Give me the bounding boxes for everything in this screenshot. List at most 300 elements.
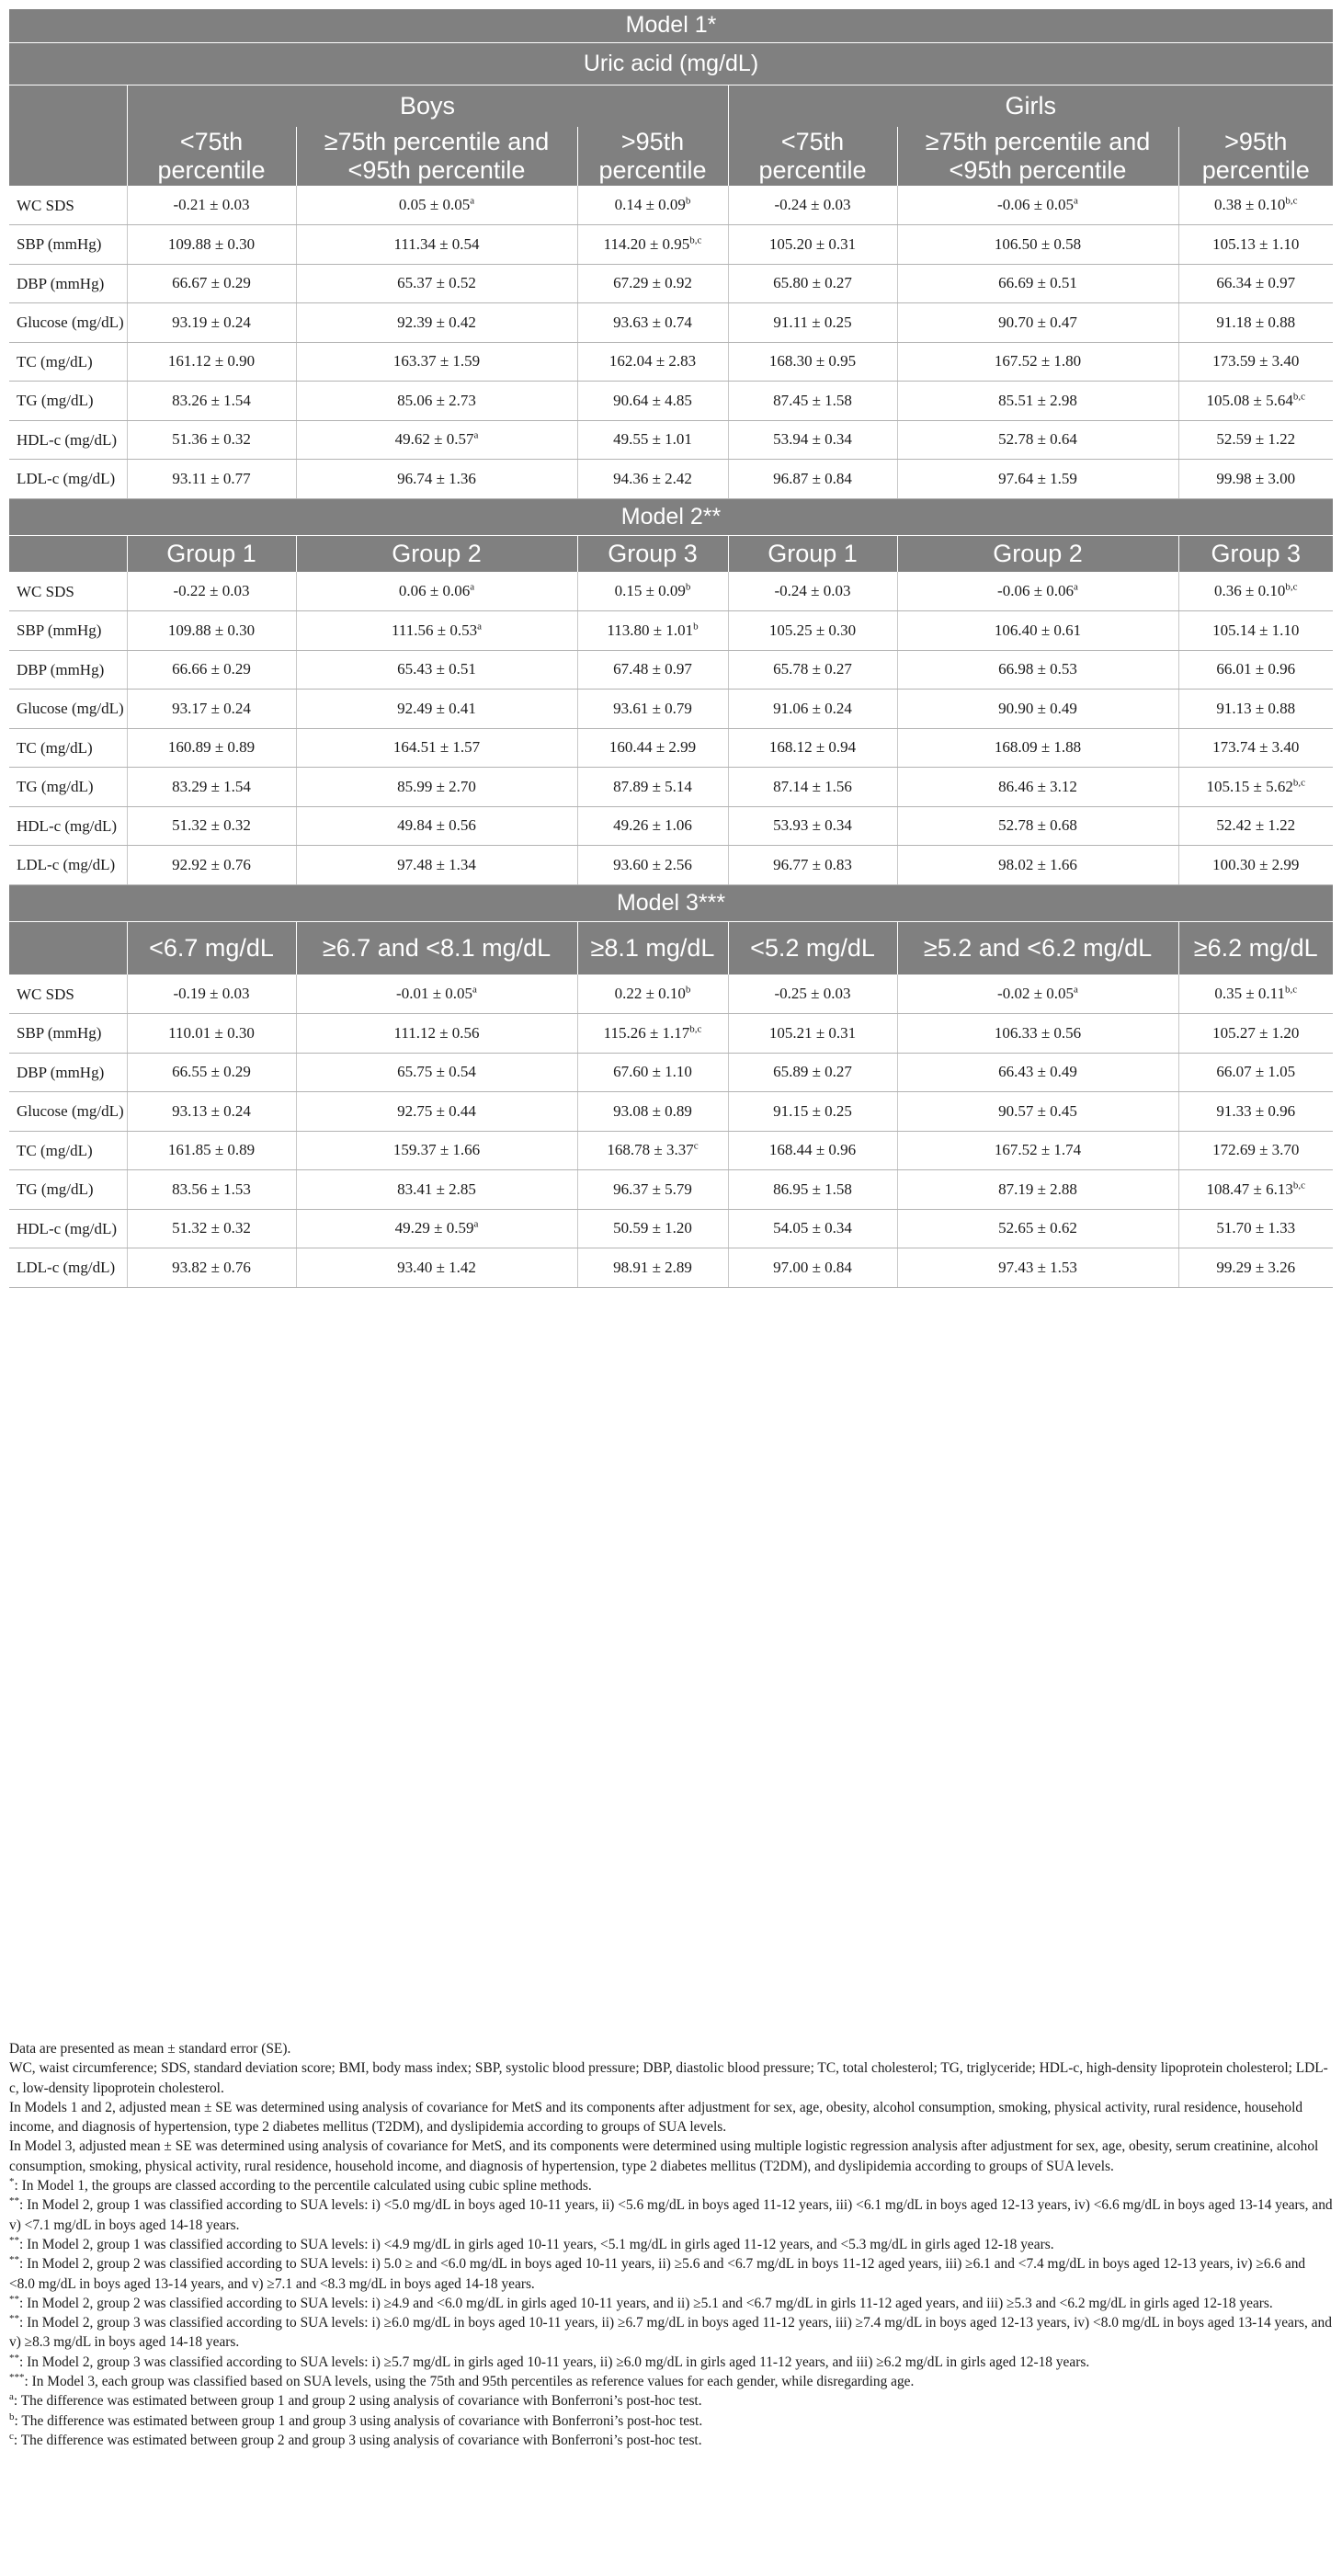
results-table [9,9,1333,1288]
table-cell [897,806,1178,846]
table-cell [127,1248,296,1288]
cell-value: 51.36 ± 0.32 [172,430,251,449]
cell-value: 83.56 ± 1.53 [172,1180,251,1198]
table-cell [577,611,728,651]
cell-value: 83.29 ± 1.54 [172,777,251,795]
table-cell [296,1248,577,1288]
table-cell [127,342,296,382]
table-row [9,303,1333,343]
significance-marker: b,c [1285,195,1298,207]
table-cell [577,1014,728,1054]
cell-value: -0.21 ± 0.03 [173,196,250,213]
table-cell [897,846,1178,885]
footnote [9,2353,1333,2372]
table-cell [127,1131,296,1170]
table-row [9,1248,1333,1288]
table-cell [728,806,897,846]
table-cell [728,1092,897,1132]
cell-value: 172.69 ± 3.70 [1212,1141,1300,1159]
table-row [9,846,1333,885]
model-title: Model 2** [9,498,1333,535]
table-cell [577,1092,728,1132]
table-row [9,1053,1333,1092]
cell-value: 49.55 ± 1.01 [613,430,692,449]
cell-value: 0.14 ± 0.09 [614,196,686,213]
table-cell [897,382,1178,421]
footnote-marker: * [9,2175,15,2187]
cell-value: 113.80 ± 1.01 [607,621,694,639]
table-cell [577,690,728,729]
group-header: Group 1 [127,535,296,572]
table-cell [897,342,1178,382]
cell-value: 92.75 ± 0.44 [397,1101,476,1120]
significance-marker: b,c [1285,984,1298,996]
table-cell [1178,186,1333,225]
cell-value: 97.43 ± 1.53 [998,1258,1077,1276]
cell-value: 167.52 ± 1.80 [994,352,1082,370]
significance-marker: b [693,621,699,633]
footnote-marker: a [9,2391,14,2403]
table-cell [897,1053,1178,1092]
table-cell [127,1092,296,1132]
table-cell [728,1170,897,1210]
cell-value: 111.56 ± 0.53 [392,621,478,639]
footnotes [9,2039,1333,2450]
footnote-text: : In Model 2, group 3 was classified according to SUA levels: i) ≥6.0 mg/dL in boys aged 10-11 years, ii) ≥6.7 mg/dL in boys aged 11-12 years, iii) ≥7.4 mg/dL in boys aged 12-13 years, iv) <8.0 mg/dL in boys aged 13-14 years, and v) ≥8.3 mg/dL in boys aged 14-18 years. [9,2315,1332,2351]
table-cell [127,611,296,651]
table-cell [728,342,897,382]
group-header: <75th percentile [728,127,897,186]
table-row [9,342,1333,382]
group-header: Group 1 [728,535,897,572]
table-cell [127,420,296,460]
significance-marker: b,c [1285,581,1298,593]
cell-value: 163.37 ± 1.59 [392,352,481,370]
model-band [9,884,1333,921]
blank-corner [9,535,127,572]
table-cell [127,382,296,421]
table-cell [127,650,296,690]
cell-value: 159.37 ± 1.66 [392,1141,481,1159]
cell-value: 97.64 ± 1.59 [998,469,1077,487]
footnote-marker: c [9,2430,14,2442]
cell-value: 173.74 ± 3.40 [1212,738,1300,757]
footnote [9,2313,1333,2353]
cell-value: 52.42 ± 1.22 [1216,816,1296,835]
table-cell [127,846,296,885]
table-cell [1178,572,1333,611]
table-cell [1178,846,1333,885]
table-cell [127,186,296,225]
table-cell [728,846,897,885]
cell-value: 98.91 ± 2.89 [613,1258,692,1276]
row-label: HDL-c (mg/dL) [9,420,127,460]
table-cell [577,572,728,611]
cell-value: 93.61 ± 0.79 [613,699,692,717]
table-cell [897,264,1178,303]
row-label: LDL-c (mg/dL) [9,846,127,885]
table-row [9,650,1333,690]
table-cell [127,728,296,768]
table-cell [897,303,1178,343]
group-header: ≥5.2 and <6.2 mg/dL [897,921,1178,975]
table-cell [127,975,296,1014]
table-cell [127,1170,296,1210]
table-cell [577,728,728,768]
table-cell [1178,460,1333,499]
table-cell [577,975,728,1014]
table-cell [1178,1248,1333,1288]
cell-value: 96.37 ± 5.79 [613,1180,692,1198]
footnote-text: : In Model 2, group 1 was classified according to SUA levels: i) <4.9 mg/dL in girls aged 10-11 years, <5.1 mg/dL in girls aged 11-12 years, and <5.3 mg/dL in girls aged 12-18 years. [19,2236,1054,2252]
table-cell [577,186,728,225]
table-cell [897,1248,1178,1288]
group-header: Group 2 [296,535,577,572]
table-cell [577,1248,728,1288]
cell-value: 105.14 ± 1.10 [1212,621,1300,639]
table-cell [296,382,577,421]
footnote [9,2098,1333,2137]
row-label: HDL-c (mg/dL) [9,806,127,846]
cell-value: 93.17 ± 0.24 [172,699,251,717]
row-label: SBP (mmHg) [9,225,127,265]
table-row [9,572,1333,611]
group-header-row [9,535,1333,572]
footnote-text: : In Model 2, group 2 was classified according to SUA levels: i) 5.0 ≥ and <6.0 mg/dL in boys aged 10-11 years, ii) ≥5.6 and <6.7 mg/dL in boys 11-12 aged years, iii) ≥6.1 and <7.4 mg/dL in boys aged 12-13 years, iv) ≥6.6 and <8.0 mg/dL in boys aged 13-14 years, and v) ≥7.1 and <8.3 mg/dL in boys aged 14-18 years. [9,2256,1306,2292]
footnote-marker: b [9,2411,15,2422]
significance-marker: b,c [1292,391,1305,403]
significance-marker: a [472,984,477,996]
cell-value: -0.06 ± 0.05 [997,196,1075,213]
cell-value: 97.48 ± 1.34 [397,855,476,873]
group-header: ≥6.2 mg/dL [1178,921,1333,975]
row-label: Glucose (mg/dL) [9,690,127,729]
footnote-text: : In Model 2, group 3 was classified according to SUA levels: i) ≥5.7 mg/dL in girls aged 10-11 years, ii) ≥6.0 mg/dL in girls aged 11-12 years, and iii) ≥6.2 mg/dL in girls aged 12-18 years. [19,2354,1090,2370]
cell-value: 67.60 ± 1.10 [613,1063,692,1081]
cell-value: 53.93 ± 0.34 [773,816,852,835]
row-label: LDL-c (mg/dL) [9,1248,127,1288]
cell-value: 161.85 ± 0.89 [167,1141,256,1159]
significance-marker: c [693,1140,699,1152]
table-cell [728,420,897,460]
table-cell [577,650,728,690]
table-row [9,690,1333,729]
cell-value: 111.34 ± 0.54 [393,234,480,253]
cell-value: 105.27 ± 1.20 [1212,1023,1300,1042]
table-cell [728,650,897,690]
cell-value: 52.78 ± 0.68 [998,816,1077,835]
table-cell [296,728,577,768]
cell-value: 54.05 ± 0.34 [773,1219,852,1237]
cell-value: -0.06 ± 0.06 [997,582,1075,599]
group-header: >95th percentile [1178,127,1333,186]
cell-value: 0.35 ± 0.11 [1214,985,1286,1002]
cell-value: 65.80 ± 0.27 [773,274,852,292]
cell-value: 93.19 ± 0.24 [172,313,251,331]
cell-value: 93.08 ± 0.89 [613,1101,692,1120]
table-cell [728,728,897,768]
cell-value: 106.50 ± 0.58 [994,234,1082,253]
sex-header: Boys [127,85,728,127]
cell-value: 83.41 ± 2.85 [397,1180,476,1198]
table-cell [728,1131,897,1170]
table-cell [127,572,296,611]
group-header-row [9,921,1333,975]
footnote-marker: ** [9,2234,19,2246]
footnote-text: Data are presented as mean ± standard error (SE). [9,2041,291,2057]
table-cell [728,572,897,611]
cell-value: 91.18 ± 0.88 [1216,313,1296,331]
table-row [9,186,1333,225]
row-label: TG (mg/dL) [9,1170,127,1210]
table-cell [577,1053,728,1092]
cell-value: 49.62 ± 0.57 [394,430,474,449]
table-cell [897,768,1178,807]
table-cell [897,1131,1178,1170]
cell-value: 52.65 ± 0.62 [998,1219,1077,1237]
cell-value: 168.78 ± 3.37 [607,1141,694,1159]
table-cell [577,1209,728,1248]
cell-value: 91.11 ± 0.25 [773,313,852,331]
cell-value: 52.59 ± 1.22 [1216,430,1296,449]
cell-value: 0.05 ± 0.05 [398,196,471,213]
cell-value: 67.29 ± 0.92 [613,274,692,292]
cell-value: 105.25 ± 0.30 [768,621,857,639]
cell-value: -0.25 ± 0.03 [774,985,851,1002]
cell-value: 100.30 ± 2.99 [1212,855,1300,873]
cell-value: -0.02 ± 0.05 [997,985,1075,1002]
cell-value: 51.32 ± 0.32 [172,1219,251,1237]
model-band [9,498,1333,535]
table-cell [728,1053,897,1092]
table-cell [1178,225,1333,265]
table-cell [296,1209,577,1248]
table-cell [1178,611,1333,651]
cell-value: 90.64 ± 4.85 [613,391,692,409]
table-cell [127,225,296,265]
row-label: TC (mg/dL) [9,728,127,768]
row-label: DBP (mmHg) [9,650,127,690]
cell-value: 51.32 ± 0.32 [172,816,251,835]
table-cell [296,768,577,807]
row-label: HDL-c (mg/dL) [9,1209,127,1248]
cell-value: 106.40 ± 0.61 [994,621,1082,639]
row-label: Glucose (mg/dL) [9,303,127,343]
sex-header-row [9,85,1333,127]
table-cell [127,768,296,807]
footnote-text: : In Model 2, group 1 was classified according to SUA levels: i) <5.0 mg/dL in boys aged 10-11 years, ii) <5.6 mg/dL in boys aged 11-12 years, iii) <6.1 mg/dL in boys aged 12-13 years, iv) <6.6 mg/dL in boys aged 13-14 years, and v) <7.1 mg/dL in boys aged 14-18 years. [9,2197,1333,2233]
cell-value: -0.01 ± 0.05 [396,985,473,1002]
table-cell [1178,420,1333,460]
table-cell [897,572,1178,611]
table-cell [728,460,897,499]
cell-value: 87.89 ± 5.14 [613,777,692,795]
table-cell [296,264,577,303]
footnote [9,2235,1333,2254]
footnote-text: WC, waist circumference; SDS, standard deviation score; BMI, body mass index; SBP, systolic blood pressure; DBP, diastolic blood pressure; TC, total cholesterol; TG, triglyceride; HDL-c, high-density lipoprotein cholesterol; LDL-c, low-density lipoprotein cholesterol. [9,2060,1328,2096]
group-header: Group 3 [1178,535,1333,572]
cell-value: 0.22 ± 0.10 [614,985,686,1002]
footnote [9,2372,1333,2391]
cell-value: 93.11 ± 0.77 [172,469,251,487]
table-cell [728,1209,897,1248]
cell-value: 98.02 ± 1.66 [998,855,1077,873]
significance-marker: b,c [1292,1180,1305,1191]
cell-value: 66.07 ± 1.05 [1216,1063,1296,1081]
table-cell [728,768,897,807]
cell-value: 66.66 ± 0.29 [172,660,251,678]
table-cell [1178,650,1333,690]
cell-value: 49.84 ± 0.56 [397,816,476,835]
footnote-text: : In Model 2, group 2 was classified according to SUA levels: i) ≥4.9 and <6.0 mg/dL in girls aged 10-11 years, and ii) ≥5.1 and <6.7 mg/dL in girls 11-12 aged years, and iii) ≥5.3 and <6.2 mg/dL in girls aged 12-18 years. [19,2295,1273,2311]
cell-value: 115.26 ± 1.17 [603,1023,690,1042]
significance-marker: a [1074,581,1078,593]
table-cell [127,303,296,343]
significance-marker: a [1074,195,1078,207]
cell-value: 87.14 ± 1.56 [773,777,852,795]
footnote-marker: ** [9,2254,19,2266]
table-cell [728,264,897,303]
table-cell [1178,382,1333,421]
footnote [9,2411,1333,2431]
cell-value: 96.77 ± 0.83 [773,855,852,873]
table-row [9,1170,1333,1210]
cell-value: 99.29 ± 3.26 [1216,1258,1296,1276]
table-cell [577,382,728,421]
table-row [9,225,1333,265]
table-cell [296,342,577,382]
blank-corner [9,921,127,975]
footnote-marker: *** [9,2371,25,2383]
table-cell [897,1209,1178,1248]
table-row [9,728,1333,768]
table-row [9,975,1333,1014]
cell-value: -0.22 ± 0.03 [173,582,250,599]
table-cell [577,846,728,885]
table-cell [1178,1092,1333,1132]
cell-value: 93.40 ± 1.42 [397,1258,476,1276]
significance-marker: a [473,429,479,441]
footnote-marker: ** [9,2313,19,2325]
table-cell [897,690,1178,729]
table-cell [577,303,728,343]
cell-value: 91.13 ± 0.88 [1216,699,1296,717]
cell-value: 49.26 ± 1.06 [613,816,692,835]
cell-value: 105.15 ± 5.62 [1206,777,1293,795]
row-label: DBP (mmHg) [9,1053,127,1092]
table-cell [127,690,296,729]
cell-value: 52.78 ± 0.64 [998,430,1077,449]
row-label: WC SDS [9,186,127,225]
table-cell [296,1131,577,1170]
cell-value: 91.06 ± 0.24 [773,699,852,717]
group-header: Group 3 [577,535,728,572]
table-cell [577,264,728,303]
cell-value: 97.00 ± 0.84 [773,1258,852,1276]
cell-value: 90.57 ± 0.45 [998,1101,1077,1120]
table-cell [728,382,897,421]
cell-value: 66.55 ± 0.29 [172,1063,251,1081]
group-header: <75th percentile [127,127,296,186]
footnote-marker: ** [9,2195,19,2207]
footnote [9,2254,1333,2294]
cell-value: 0.38 ± 0.10 [1214,196,1286,213]
table-cell [296,303,577,343]
footnote-text: : The difference was estimated between group 1 and group 3 using analysis of covariance with Bonferroni’s post-hoc test. [14,2412,703,2429]
group-header: ≥75th percentile and <95th percentile [296,127,577,186]
group-header: <5.2 mg/dL [728,921,897,975]
cell-value: 109.88 ± 0.30 [167,621,256,639]
cell-value: 86.95 ± 1.58 [773,1180,852,1198]
row-label: SBP (mmHg) [9,1014,127,1054]
cell-value: 105.21 ± 0.31 [768,1023,857,1042]
table-cell [728,611,897,651]
cell-value: 110.01 ± 0.30 [168,1023,255,1042]
table-row [9,264,1333,303]
cell-value: 49.29 ± 0.59 [394,1219,474,1237]
cell-value: 85.51 ± 2.98 [998,391,1077,409]
table-cell [296,420,577,460]
cell-value: 168.09 ± 1.88 [994,738,1082,757]
cell-value: 91.33 ± 0.96 [1216,1101,1296,1120]
table-cell [897,186,1178,225]
cell-value: 85.99 ± 2.70 [397,777,476,795]
significance-marker: a [477,621,482,633]
significance-marker: a [1074,984,1078,996]
cell-value: 105.08 ± 5.64 [1206,391,1293,409]
table-cell [127,264,296,303]
table-row [9,1131,1333,1170]
footnote-marker: ** [9,2352,19,2364]
cell-value: 90.90 ± 0.49 [998,699,1077,717]
cell-value: 162.04 ± 2.83 [608,352,697,370]
footnote-text: : In Model 1, the groups are classed according to the percentile calculated using cubic spline methods. [14,2178,592,2194]
table-cell [127,1014,296,1054]
cell-value: 0.36 ± 0.10 [1214,582,1286,599]
table-cell [296,1014,577,1054]
table-cell [1178,728,1333,768]
model-band [9,9,1333,42]
table-cell [296,690,577,729]
footnote-text: In Models 1 and 2, adjusted mean ± SE was determined using analysis of covariance for MetS and its components after adjustment for sex, age, obesity, alcohol consumption, smoking, physical activity, rural residence, household income, and diagnosis of hypertension, type 2 diabetes mellitus (T2DM), and dyslipidemia according to groups of SUA levels. [9,2099,1303,2136]
table-cell [1178,264,1333,303]
table-cell [1178,1131,1333,1170]
cell-value: 105.20 ± 0.31 [768,234,857,253]
cell-value: 168.12 ± 0.94 [768,738,857,757]
cell-value: 93.63 ± 0.74 [613,313,692,331]
table-cell [897,975,1178,1014]
cell-value: 66.69 ± 0.51 [998,274,1077,292]
cell-value: 160.89 ± 0.89 [167,738,256,757]
table-row [9,768,1333,807]
cell-value: 83.26 ± 1.54 [172,391,251,409]
cell-value: 53.94 ± 0.34 [773,430,852,449]
table-cell [127,806,296,846]
cell-value: 0.15 ± 0.09 [614,582,686,599]
table-cell [897,650,1178,690]
cell-value: -0.24 ± 0.03 [774,582,851,599]
table-cell [1178,690,1333,729]
cell-value: 92.49 ± 0.41 [397,699,476,717]
footnote-text: In Model 3, adjusted mean ± SE was determined using analysis of covariance for MetS, and its components were determined using multiple logistic regression analysis after adjustment for sex, age, obesity, serum creatinine, alcohol consumption, smoking, physical activity, rural residence, household income, and diagnosis of hypertension, type 2 diabetes mellitus (T2DM), and dyslipidemia according to groups of SUA levels. [9,2138,1319,2174]
cell-value: 65.43 ± 0.51 [397,660,476,678]
row-label: WC SDS [9,572,127,611]
row-label: LDL-c (mg/dL) [9,460,127,499]
table-cell [296,460,577,499]
footnote [9,2137,1333,2176]
model-title: Model 1* [9,9,1333,42]
cell-value: 87.19 ± 2.88 [998,1180,1077,1198]
